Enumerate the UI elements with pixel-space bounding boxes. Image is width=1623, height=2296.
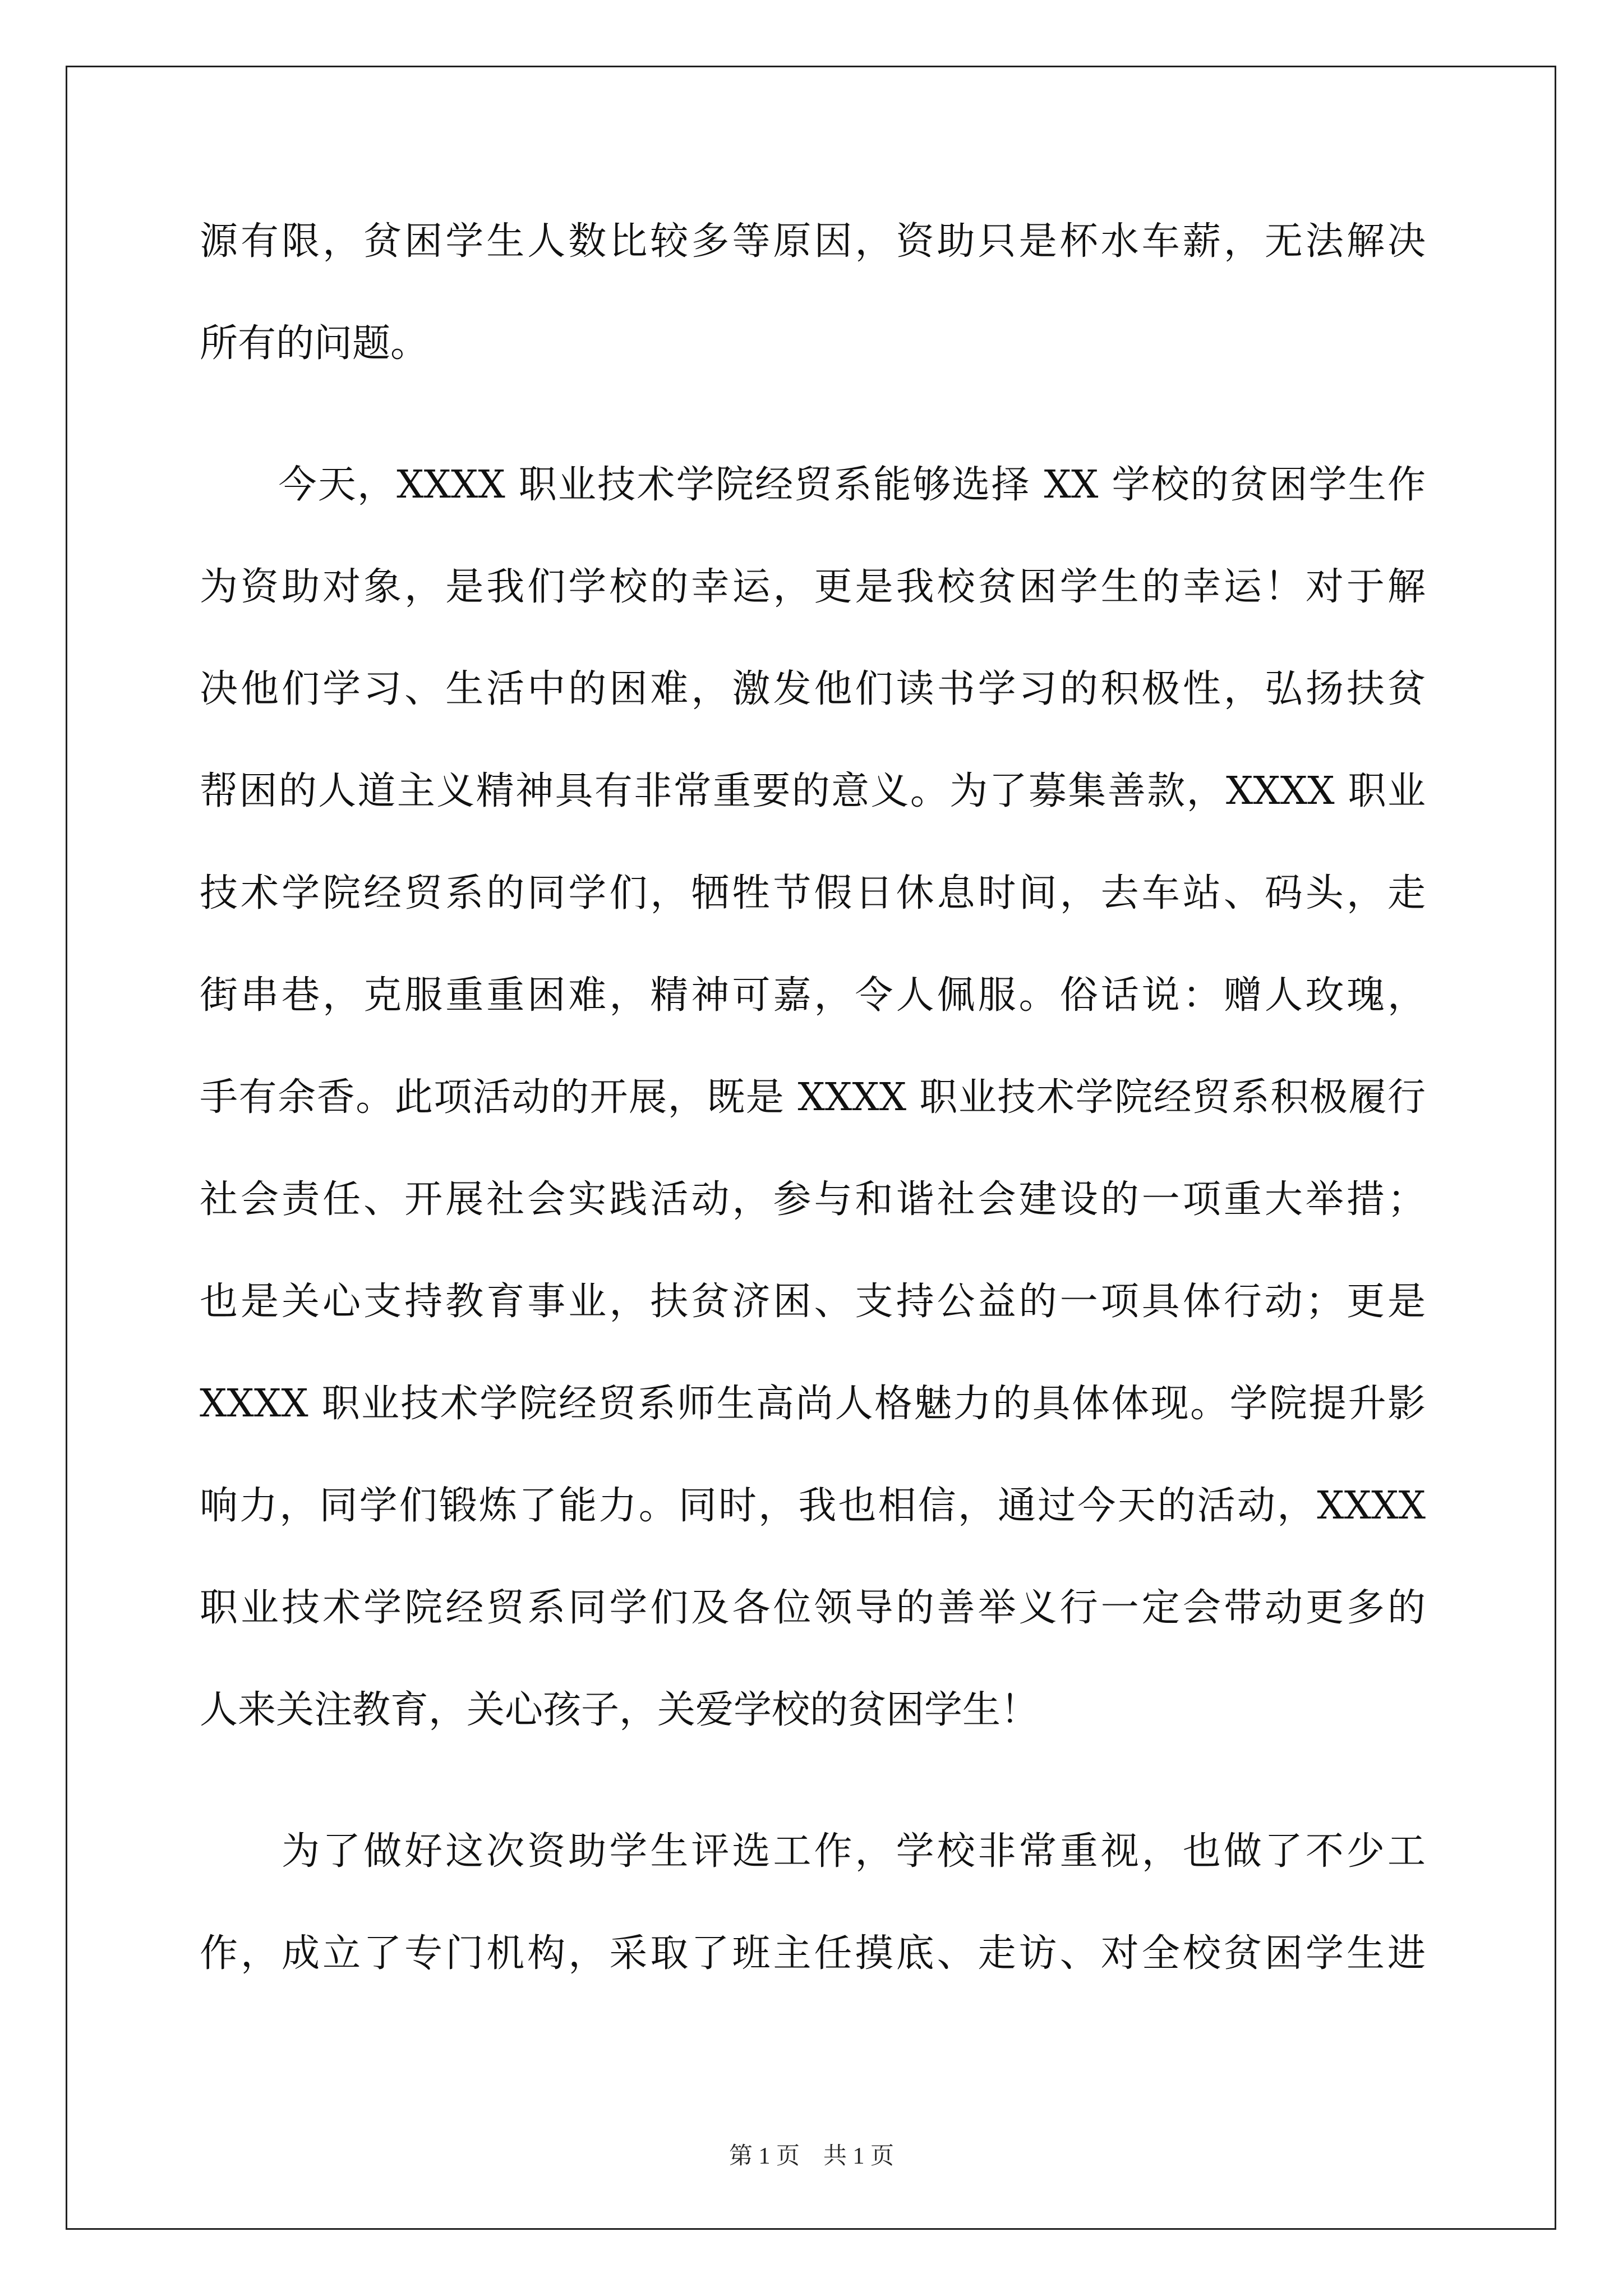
text-line: 人来关注教育，关心孩子，关爱学校的贫困学生！	[200, 1688, 1039, 1732]
text-line: 为了做好这次资助学生评选工作，学校非常重视，也做了不少工	[200, 1829, 1426, 1874]
text-line: 为资助对象，是我们学校的幸运，更是我校贫困学生的幸运！对于解	[200, 565, 1426, 609]
text-line: 也是关心支持教育事业，扶贫济困、支持公益的一项具体行动；更是	[200, 1280, 1426, 1324]
text-line: 手有余香。此项活动的开展，既是 XXXX 职业技术学院经贸系积极履行	[200, 1075, 1426, 1120]
page-number-footer: 第 1 页 共 1 页	[728, 2143, 894, 2169]
text-line: 今天，XXXX 职业技术学院经贸系能够选择 XX 学校的贫困学生作	[200, 463, 1426, 507]
paragraph	[200, 191, 1426, 395]
paragraph	[200, 1801, 1426, 2005]
text-line: 技术学院经贸系的同学们，牺牲节假日休息时间，去车站、码头，走	[200, 871, 1426, 915]
text-line: 作，成立了专门机构，采取了班主任摸底、走访、对全校贫困学生进	[200, 1931, 1426, 1976]
text-line: 帮困的人道主义精神具有非常重要的意义。为了募集善款，XXXX 职业	[200, 769, 1426, 813]
text-line: 社会责任、开展社会实践活动，参与和谐社会建设的一项重大举措；	[200, 1177, 1426, 1222]
text-line: XXXX 职业技术学院经贸系师生高尚人格魅力的具体体现。学院提升影	[200, 1382, 1426, 1426]
text-line: 街串巷，克服重重困难，精神可嘉，令人佩服。俗话说：赠人玫瑰，	[200, 973, 1426, 1018]
paragraph	[200, 434, 1426, 1761]
text-line: 响力，同学们锻炼了能力。同时，我也相信，通过今天的活动，XXXX	[200, 1484, 1426, 1528]
text-line: 职业技术学院经贸系同学们及各位领导的善举义行一定会带动更多的	[200, 1586, 1426, 1630]
text-line: 所有的问题。	[200, 321, 429, 366]
text-line: 源有限，贫困学生人数比较多等原因，资助只是杯水车薪，无法解决	[200, 219, 1426, 264]
document-body	[200, 191, 1426, 2005]
text-line: 决他们学习、生活中的困难，激发他们读书学习的积极性，弘扬扶贫	[200, 667, 1426, 711]
